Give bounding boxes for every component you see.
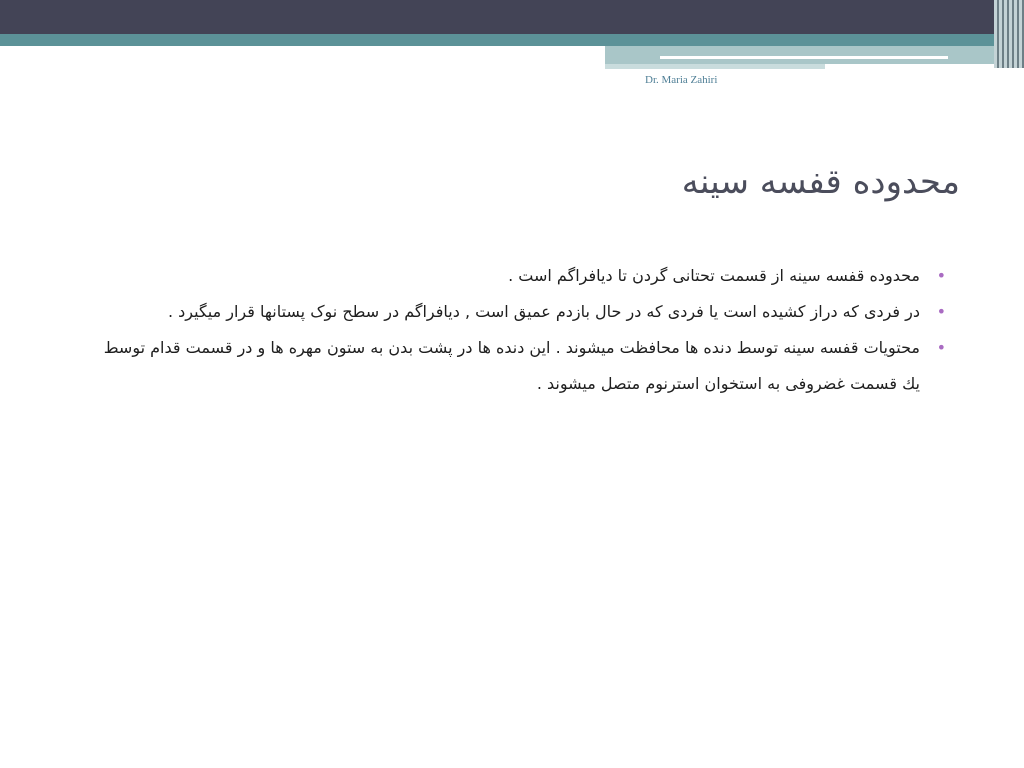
bullet-dot-icon: • [936, 338, 946, 357]
slide-title: محدوده قفسه سینه [681, 162, 960, 202]
header-teal-band [0, 34, 1024, 46]
bullet-text: در فردی که دراز کشیده است یا فردی که در حال بازدم عمیق است , دیافراگم در سطح نوک پستانها قرار میگیرد . [167, 302, 920, 321]
header-under-band [605, 64, 825, 69]
header-stripes [994, 0, 1024, 68]
header-dark-band [0, 0, 1024, 34]
bullet-list [94, 258, 944, 402]
bullet-dot-icon: • [936, 302, 946, 321]
bullet-item [94, 330, 944, 402]
bullet-item [94, 294, 944, 330]
bullet-dot-icon: • [936, 266, 946, 285]
header-white-line [660, 56, 948, 59]
author-label: Dr. Maria Zahiri [645, 74, 718, 86]
bullet-item [94, 258, 944, 294]
bullet-text: محتویات قفسه سینه توسط دنده ها محافظت میشوند . این دنده ها در پشت بدن به ستون مهره ها و در قسمت قدام توسط یك قسمت غضروفی به استخوان استرنوم متصل میشوند . [103, 338, 920, 393]
bullet-text: محدوده قفسه سینه از قسمت تحتانی گردن تا دیافراگم است . [508, 266, 920, 285]
header-light-band [605, 46, 1024, 64]
